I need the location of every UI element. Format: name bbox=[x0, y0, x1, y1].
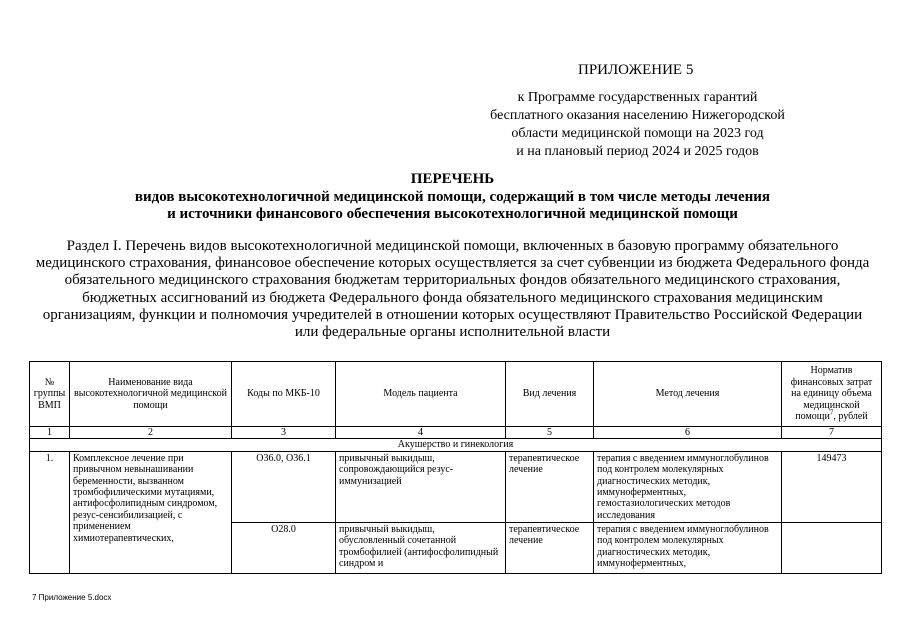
table-row bbox=[30, 451, 882, 522]
section-heading: Раздел I. Перечень видов высокотехнологичной медицинской помощи, включенных в базовую программу обязательного медицинского страхования, финансовое обеспечение которых осуществляется за счет субвенции из бюджета Федерального фонда обязательного медицинского страхования бюджетам территориальных фондов обязательного медицинского страхования, бюджетных ассигнований из бюджета Федерального фонда обязательного медицинского страхования медицинским организациям, функции и полномочия учредителей в отношении которых осуществляют Правительство Российской Федерации или федеральные органы исполнительной власти bbox=[35, 238, 870, 341]
header-treatment-method: Метод лечения bbox=[594, 362, 782, 427]
header-care-name: Наименование вида высокотехнологичной медицинской помощи bbox=[70, 362, 232, 427]
document-title: ПЕРЕЧЕНЬ видов высокотехнологичной медицинской помощи, содержащий в том числе методы лечения и источники финансового обеспечения высокотехнологичной медицинской помощи bbox=[134, 171, 771, 222]
header-group-number: № группы ВМП bbox=[30, 362, 70, 427]
footnote-mark: 7 bbox=[829, 408, 834, 417]
row-treatment-method: терапия с введением иммуноглобулинов под контролем молекулярных диагностических методик, иммуноферментных, гемостазиологических методов исследования bbox=[594, 451, 782, 522]
group-title: Акушерство и гинекология bbox=[30, 439, 882, 451]
row-number: 1. bbox=[30, 451, 70, 573]
row-icd-code: O28.0 bbox=[232, 522, 336, 573]
column-number-row: 1 2 3 4 5 6 7 bbox=[30, 427, 882, 439]
row-icd-code: O36.0, O36.1 bbox=[232, 451, 336, 522]
row-treatment-type: терапевтическое лечение bbox=[506, 522, 594, 573]
row-patient-model: привычный выкидыш, сопровождающийся резус-иммунизацией bbox=[336, 451, 506, 522]
appendix-subtitle: к Программе государственных гарантий бесплатного оказания населению Нижегородской области медицинской помощи на 2023 год и на плановый период 2024 и 2025 годов bbox=[490, 90, 785, 159]
appendix-label: ПРИЛОЖЕНИЕ 5 bbox=[578, 62, 694, 78]
header-treatment-type: Вид лечения bbox=[506, 362, 594, 427]
header-icd-codes: Коды по МКБ-10 bbox=[232, 362, 336, 427]
row-cost-norm-empty bbox=[782, 522, 882, 573]
table-header-row bbox=[30, 362, 882, 427]
header-patient-model: Модель пациента bbox=[336, 362, 506, 427]
header-cost-norm: Норматив финансовых затрат на единицу объема медицинской помощи$^7$, рублей bbox=[782, 362, 882, 427]
row-care-name: Комплексное лечение при привычном невынашивании беременности, вызванном тромбофилическими мутациями, антифосфолипидным синдромом, резус-сенсибилизацией, с применением химиотерапевтических, bbox=[70, 451, 232, 573]
row-treatment-method: терапия с введением иммуноглобулинов под контролем молекулярных диагностических методик, иммуноферментных, bbox=[594, 522, 782, 573]
vmp-table bbox=[29, 361, 882, 574]
row-patient-model: привычный выкидыш, обусловленный сочетанной тромбофилией (антифосфолипидный синдром и bbox=[336, 522, 506, 573]
group-row bbox=[30, 439, 882, 451]
footer-filename: 7 Приложение 5.docx bbox=[32, 593, 112, 602]
row-cost-norm: 149473 bbox=[782, 451, 882, 522]
row-treatment-type: терапевтическое лечение bbox=[506, 451, 594, 522]
